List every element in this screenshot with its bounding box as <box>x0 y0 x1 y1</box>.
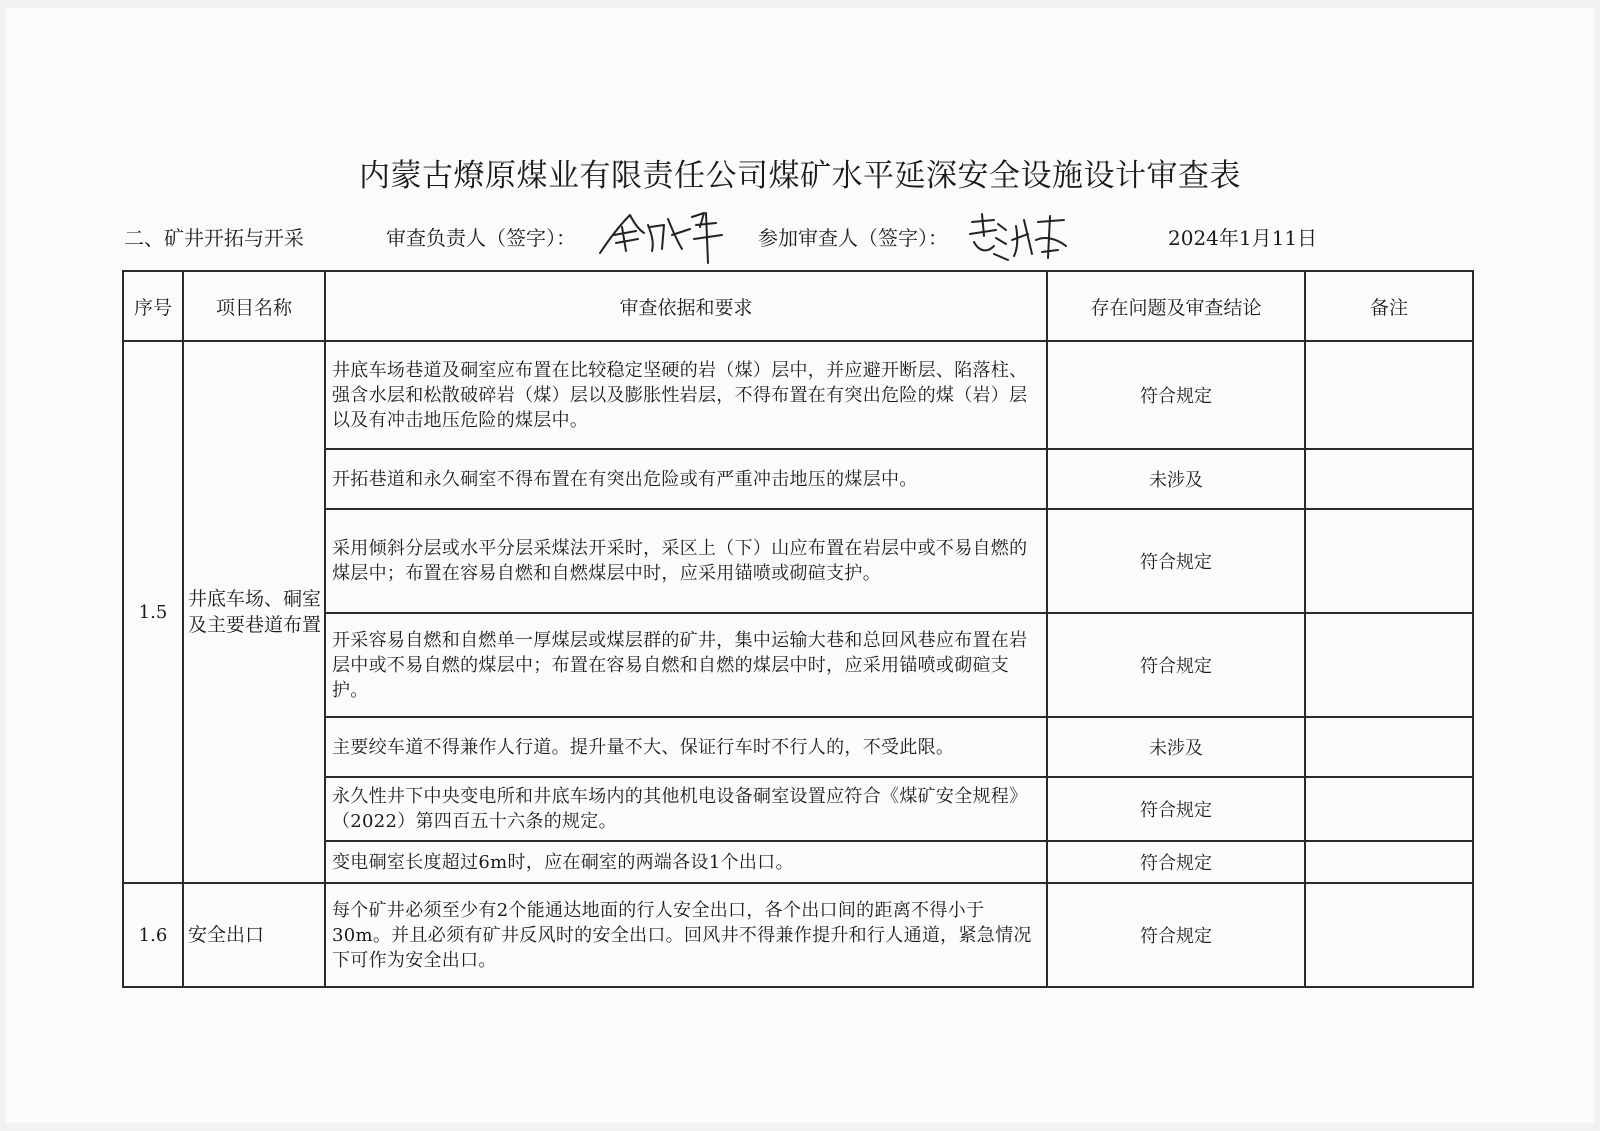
col-header-conclusion: 存在问题及审查结论 <box>1047 271 1305 341</box>
conclusion-cell: 符合规定 <box>1047 613 1305 717</box>
lead-reviewer-signature <box>592 205 742 265</box>
remark-cell <box>1305 777 1473 841</box>
basis-cell: 变电硐室长度超过6m时，应在硐室的两端各设1个出口。 <box>325 841 1047 883</box>
remark-cell <box>1305 449 1473 509</box>
basis-cell: 开拓巷道和永久硐室不得布置在有突出危险或有严重冲击地压的煤层中。 <box>325 449 1047 509</box>
participant-label: 参加审查人（签字）： <box>758 226 948 250</box>
seq-cell: 1.5 <box>123 341 183 883</box>
basis-cell: 井底车场巷道及硐室应布置在比较稳定坚硬的岩（煤）层中，并应避开断层、陷落柱、强含水层和松散破碎岩（煤）层以及膨胀性岩层，不得布置在有突出危险的煤（岩）层以及有冲击地压危险的煤层中。 <box>325 341 1047 449</box>
table-row <box>123 341 1473 449</box>
col-header-remark: 备注 <box>1305 271 1473 341</box>
conclusion-cell: 符合规定 <box>1047 841 1305 883</box>
conclusion-cell: 符合规定 <box>1047 509 1305 613</box>
participant-signature <box>966 210 1076 266</box>
basis-cell: 每个矿井必须至少有2个能通达地面的行人安全出口，各个出口间的距离不得小于30m。并且必须有矿井反风时的安全出口。回风井不得兼作提升和行人通道，紧急情况下可作为安全出口。 <box>325 883 1047 987</box>
remark-cell <box>1305 717 1473 777</box>
basis-cell: 开采容易自燃和自燃单一厚煤层或煤层群的矿井，集中运输大巷和总回风巷应布置在岩层中或不易自燃的煤层中；布置在容易自燃和自燃的煤层中时，应采用锚喷或砌碹支护。 <box>325 613 1047 717</box>
seq-cell: 1.6 <box>123 883 183 987</box>
conclusion-cell: 符合规定 <box>1047 341 1305 449</box>
document-title: 内蒙古燎原煤业有限责任公司煤矿水平延深安全设施设计审查表 <box>359 158 1241 194</box>
remark-cell <box>1305 841 1473 883</box>
conclusion-cell: 符合规定 <box>1047 883 1305 987</box>
remark-cell <box>1305 613 1473 717</box>
basis-cell: 主要绞车道不得兼作人行道。提升量不大、保证行车时不行人的，不受此限。 <box>325 717 1047 777</box>
col-header-item: 项目名称 <box>183 271 325 341</box>
conclusion-cell: 未涉及 <box>1047 449 1305 509</box>
remark-cell <box>1305 883 1473 987</box>
remark-cell <box>1305 509 1473 613</box>
col-header-seq: 序号 <box>123 271 183 341</box>
table-row <box>123 717 1473 777</box>
item-name-cell: 安全出口 <box>183 883 325 987</box>
table-row <box>123 449 1473 509</box>
table-row <box>123 613 1473 717</box>
conclusion-cell: 符合规定 <box>1047 777 1305 841</box>
remark-cell <box>1305 341 1473 449</box>
table-header-row <box>123 271 1473 341</box>
review-table <box>122 270 1474 988</box>
table-row <box>123 841 1473 883</box>
item-name-cell: 井底车场、硐室及主要巷道布置 <box>183 341 325 883</box>
basis-cell: 采用倾斜分层或水平分层采煤法开采时，采区上（下）山应布置在岩层中或不易自燃的煤层中；布置在容易自燃和自燃煤层中时，应采用锚喷或砌碹支护。 <box>325 509 1047 613</box>
table-row <box>123 777 1473 841</box>
table-row <box>123 509 1473 613</box>
section-heading: 二、矿井开拓与开采 <box>124 226 304 250</box>
lead-reviewer-label: 审查负责人（签字）： <box>386 226 576 250</box>
basis-cell: 永久性井下中央变电所和井底车场内的其他机电设备硐室设置应符合《煤矿安全规程》（2022）第四百五十六条的规定。 <box>325 777 1047 841</box>
conclusion-cell: 未涉及 <box>1047 717 1305 777</box>
review-date: 2024年1月11日 <box>1168 226 1318 250</box>
table-row <box>123 883 1473 987</box>
col-header-basis: 审查依据和要求 <box>325 271 1047 341</box>
